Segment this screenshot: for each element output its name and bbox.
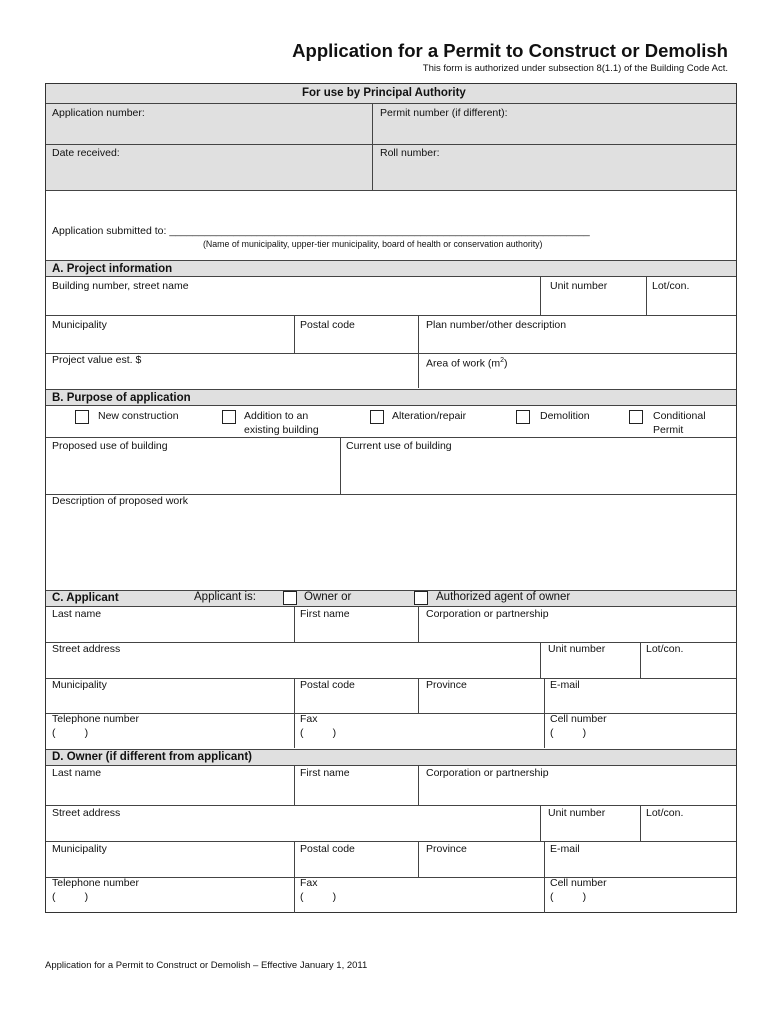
conditional-label-2: Permit: [653, 424, 684, 436]
owner-fax-area: ( ): [300, 891, 337, 903]
form-title: Application for a Permit to Construct or Demolish: [292, 40, 728, 61]
alteration-label: Alteration/repair: [392, 410, 467, 422]
area-of-work-field[interactable]: Area of work $(m^2)$: [426, 357, 508, 370]
owner-province[interactable]: Province: [426, 843, 467, 855]
date-received-field[interactable]: Date received:: [52, 147, 120, 159]
owner-corporation[interactable]: Corporation or partnership: [426, 767, 549, 779]
demolition-label: Demolition: [540, 410, 590, 422]
project-value-field[interactable]: Project value est. $: [52, 354, 142, 366]
authority-header: For use by Principal Authority: [302, 87, 466, 99]
applicant-lot[interactable]: Lot/con.: [646, 643, 684, 655]
conditional-label-1: Conditional: [653, 410, 706, 422]
applicant-fax-area: ( ): [300, 727, 337, 739]
owner-telephone-area: ( ): [52, 891, 89, 903]
owner-unit[interactable]: Unit number: [548, 807, 606, 819]
roll-number-field[interactable]: Roll number:: [380, 147, 440, 159]
applicant-cell[interactable]: Cell number: [550, 713, 607, 725]
applicant-postal[interactable]: Postal code: [300, 679, 355, 691]
owner-postal[interactable]: Postal code: [300, 843, 355, 855]
alteration-checkbox[interactable]: [370, 410, 384, 424]
section-b-header: B. Purpose of application: [52, 392, 191, 404]
applicant-corporation[interactable]: Corporation or partnership: [426, 608, 549, 620]
owner-street[interactable]: Street address: [52, 807, 121, 819]
owner-checkbox[interactable]: [283, 591, 297, 605]
agent-checkbox[interactable]: [414, 591, 428, 605]
applicant-telephone[interactable]: Telephone number: [52, 713, 139, 725]
addition-checkbox[interactable]: [222, 410, 236, 424]
owner-lot[interactable]: Lot/con.: [646, 807, 684, 819]
applicant-last-name[interactable]: Last name: [52, 608, 102, 620]
applicant-is-label: Applicant is:: [194, 591, 257, 603]
applicant-telephone-area: ( ): [52, 727, 89, 739]
unit-number-field[interactable]: Unit number: [550, 280, 608, 292]
owner-cell[interactable]: Cell number: [550, 877, 607, 889]
applicant-municipality[interactable]: Municipality: [52, 679, 107, 691]
application-number-field[interactable]: Application number:: [52, 107, 145, 119]
demolition-checkbox[interactable]: [516, 410, 530, 424]
agent-label: Authorized agent of owner: [436, 591, 571, 603]
municipality-field[interactable]: Municipality: [52, 319, 107, 331]
lot-con-field[interactable]: Lot/con.: [652, 280, 690, 292]
owner-municipality[interactable]: Municipality: [52, 843, 107, 855]
owner-last-name[interactable]: Last name: [52, 767, 102, 779]
description-field[interactable]: Description of proposed work: [52, 495, 188, 507]
new-construction-checkbox[interactable]: [75, 410, 89, 424]
section-c-band: [46, 590, 736, 606]
page-footer: Application for a Permit to Construct or Demolish – Effective January 1, 2011: [45, 960, 368, 971]
section-d-header: D. Owner (if different from applicant): [52, 751, 252, 763]
owner-telephone[interactable]: Telephone number: [52, 877, 139, 889]
submitted-to-hint: (Name of municipality, upper-tier municipality, board of health or conservation authority): [203, 239, 543, 249]
owner-email[interactable]: E-mail: [550, 843, 580, 855]
addition-label-2: existing building: [244, 424, 319, 436]
plan-number-field[interactable]: Plan number/other description: [426, 319, 567, 331]
applicant-unit[interactable]: Unit number: [548, 643, 606, 655]
form-subtitle: This form is authorized under subsection 8(1.1) of the Building Code Act.: [422, 63, 728, 74]
new-construction-label: New construction: [98, 410, 179, 422]
applicant-cell-area: ( ): [550, 727, 587, 739]
permit-number-field[interactable]: Permit number (if different):: [380, 107, 508, 119]
owner-cell-area: ( ): [550, 891, 587, 903]
permit-form: [45, 83, 737, 913]
current-use-field[interactable]: Current use of building: [346, 440, 452, 452]
proposed-use-field[interactable]: Proposed use of building: [52, 440, 168, 452]
applicant-fax[interactable]: Fax: [300, 713, 318, 725]
section-a-header: A. Project information: [52, 263, 173, 275]
owner-first-name[interactable]: First name: [300, 767, 350, 779]
section-c-header: C. Applicant: [52, 592, 119, 604]
applicant-email[interactable]: E-mail: [550, 679, 580, 691]
applicant-street[interactable]: Street address: [52, 643, 121, 655]
applicant-province[interactable]: Province: [426, 679, 467, 691]
applicant-first-name[interactable]: First name: [300, 608, 350, 620]
building-street-field[interactable]: Building number, street name: [52, 280, 189, 292]
addition-label-1: Addition to an: [244, 410, 309, 422]
owner-fax[interactable]: Fax: [300, 877, 318, 889]
submitted-to-field[interactable]: Application submitted to: ________________________________________________________________________: [52, 225, 590, 237]
postal-code-field[interactable]: Postal code: [300, 319, 355, 331]
owner-label: Owner or: [304, 591, 352, 603]
conditional-permit-checkbox[interactable]: [629, 410, 643, 424]
